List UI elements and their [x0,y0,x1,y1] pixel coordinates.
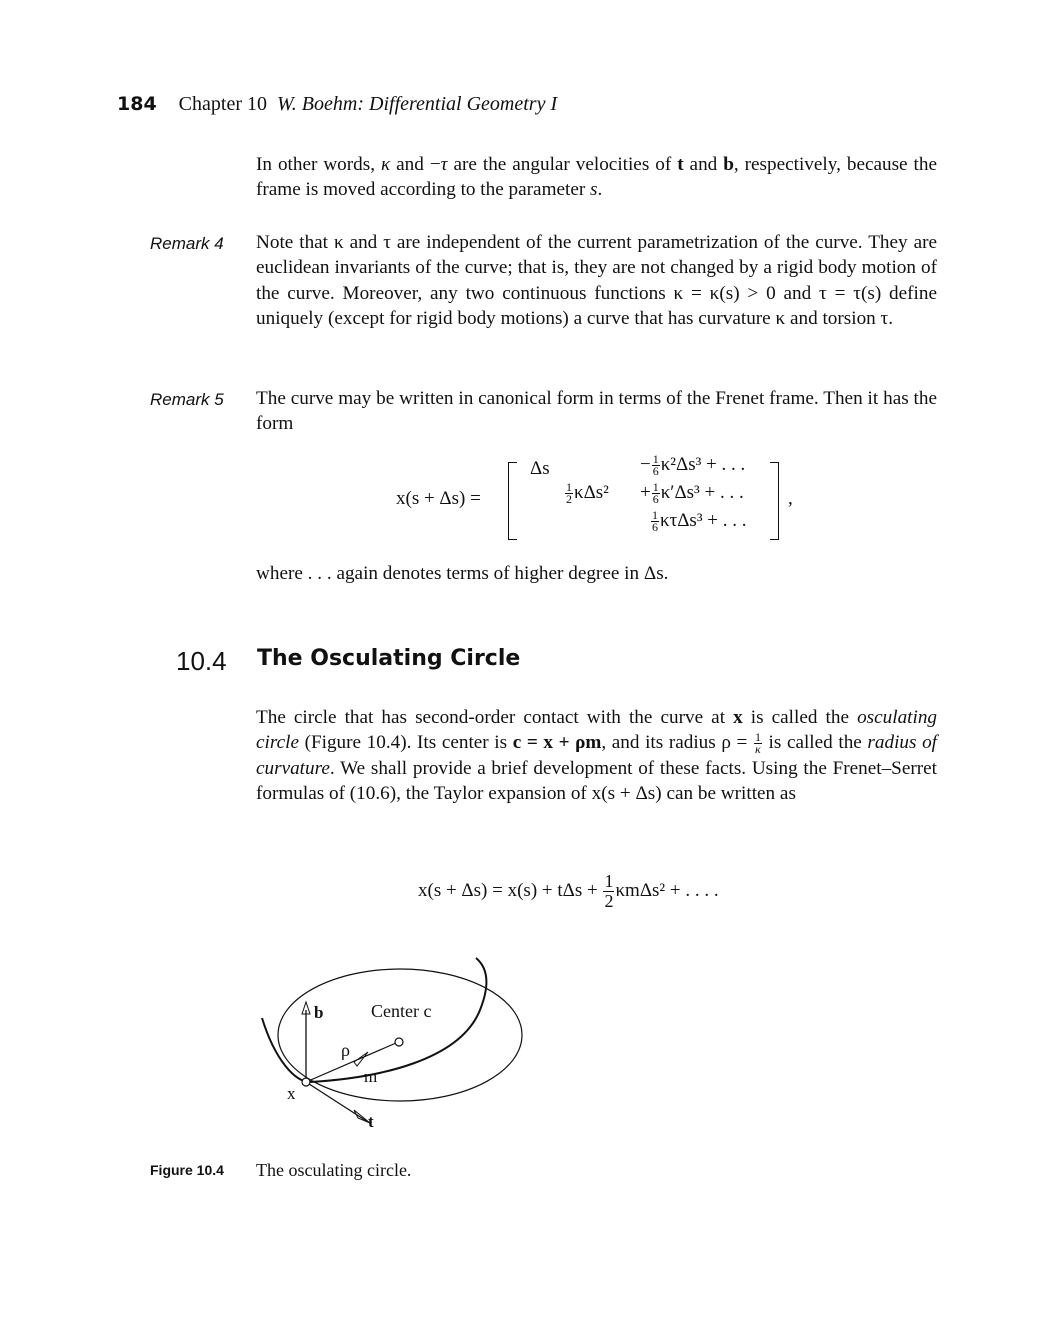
figure-label-rho: ρ [341,1040,350,1060]
center-point [395,1038,403,1046]
text-run: . [597,179,603,201]
text-run: , and its radius ρ = [601,732,753,754]
vector-b: b [723,154,734,175]
fraction-sixth [651,510,659,533]
remark-4-text: Note that κ and τ are independent of the current parametrization of the curve. They are euclidean invariants of the curve; that is, they are not changed by a rigid body motion of the curve. Moreover, any two continuous functions κ = κ(s) > 0 and τ = τ(s) define uniquely (except for rigid body motions) a curve that has curvature κ and torsion τ. [256,232,937,329]
text-run: . We shall provide a brief development of these facts. Using the Frenet–Serret formulas of (10.6), the Taylor expansion of x(s + Δs) can be written as [256,757,937,804]
figure-label-center: Center c [371,1001,432,1021]
fraction-denominator: 6 [652,492,659,507]
section-title: The Osculating Circle [257,646,521,671]
matrix-lhs: x(s + Δs) = [396,488,481,509]
figure-caption-text: The osculating circle. [256,1160,412,1180]
taylor-left: x(s + Δs) = x(s) + tΔs + [418,879,603,901]
remark-5-label: Remark 5 [150,390,224,409]
parameter-s: s [590,179,598,201]
fraction-numerator: 1 [652,452,659,467]
fraction-numerator: 1 [652,508,658,523]
fraction-numerator: 1 [566,480,572,495]
figure-label-m: m [364,1067,378,1086]
text-run: is called the [742,707,858,728]
matrix-term: κΔs² [574,482,609,503]
text-run: are the angular velocities of [447,154,678,175]
right-bracket [770,462,779,540]
term-osculating-circle: osculating circle [256,707,938,754]
fraction-numerator: 1 [652,480,659,495]
fraction-denominator: 2 [566,492,572,507]
taylor-equation [418,872,719,911]
matrix-r2c2 [564,482,609,505]
kappa-symbol: κ [380,154,391,175]
center-equation: c = x + ρm [512,732,602,754]
fraction-denominator: 6 [652,464,659,479]
matrix-r2c3 [640,482,744,505]
taylor-right: κmΔs² + . . . . [615,879,719,901]
figure-label-x: x [287,1084,296,1103]
text-run: In other words, [256,154,381,175]
normal-line [306,1043,396,1082]
remark-4-label: Remark 4 [150,234,224,253]
term-radius-of-curvature: radius of curvature [256,732,937,779]
minus-sign: − [640,454,651,475]
where-text: where . . . again denotes terms of higher degree in Δs. [256,563,669,584]
running-head [117,93,557,116]
fraction-numerator: 1 [604,871,614,891]
vector-t: t [677,154,684,175]
vector-x: x [733,707,743,728]
text-run: The circle that has second-order contact with the curve at [256,707,734,728]
left-bracket [508,462,517,540]
text-run: and [683,154,724,175]
page-number: 184 [117,93,157,115]
matrix-term: κ²Δs³ + . . . [660,454,746,475]
figure-label-b: b [314,1003,324,1022]
text-run: (Figure 10.4). Its center is [298,732,513,754]
fraction-half [565,482,573,505]
paragraph-angular-velocities [256,152,937,203]
fraction-half [603,872,614,911]
paragraph-osculating-circle [256,705,937,806]
figure-label-t: t [368,1112,374,1131]
matrix-term: κτΔs³ + . . . [660,510,747,531]
fraction-denominator: 6 [652,520,658,535]
section-number: 10.4 [176,646,227,676]
matrix-r1c3 [640,454,745,477]
tangent-line [306,1082,368,1122]
normal-arrowhead [354,1052,368,1066]
chapter-author-title: W. Boehm: Differential Geometry I [276,93,558,115]
matrix-r3c3 [650,510,746,533]
fraction-sixth [652,482,660,505]
osculating-circle-figure [240,955,540,1135]
matrix-equation [396,452,816,548]
text-run: , respectively, because the frame is moved according to the parameter [256,154,937,201]
fraction-sixth [652,454,660,477]
matrix-comma: , [788,488,793,509]
tau-symbol: τ [440,154,448,175]
plus-sign: + [640,482,651,503]
text-run: and − [390,154,441,175]
point-x [302,1078,310,1086]
fraction-denominator: κ [755,742,761,757]
fraction-denominator: 2 [604,891,614,911]
fraction-one-over-kappa [754,732,762,755]
text-run: is called the [762,732,868,754]
figure-caption-label: Figure 10.4 [150,1162,224,1178]
matrix-term: κ′Δs³ + . . . [660,482,744,503]
fraction-numerator: 1 [754,730,761,745]
matrix-r1c1: Δs [530,458,550,479]
chapter-label: Chapter 10 [178,93,267,115]
remark-5-text: The curve may be written in canonical form in terms of the Frenet frame. Then it has the form [256,388,937,435]
